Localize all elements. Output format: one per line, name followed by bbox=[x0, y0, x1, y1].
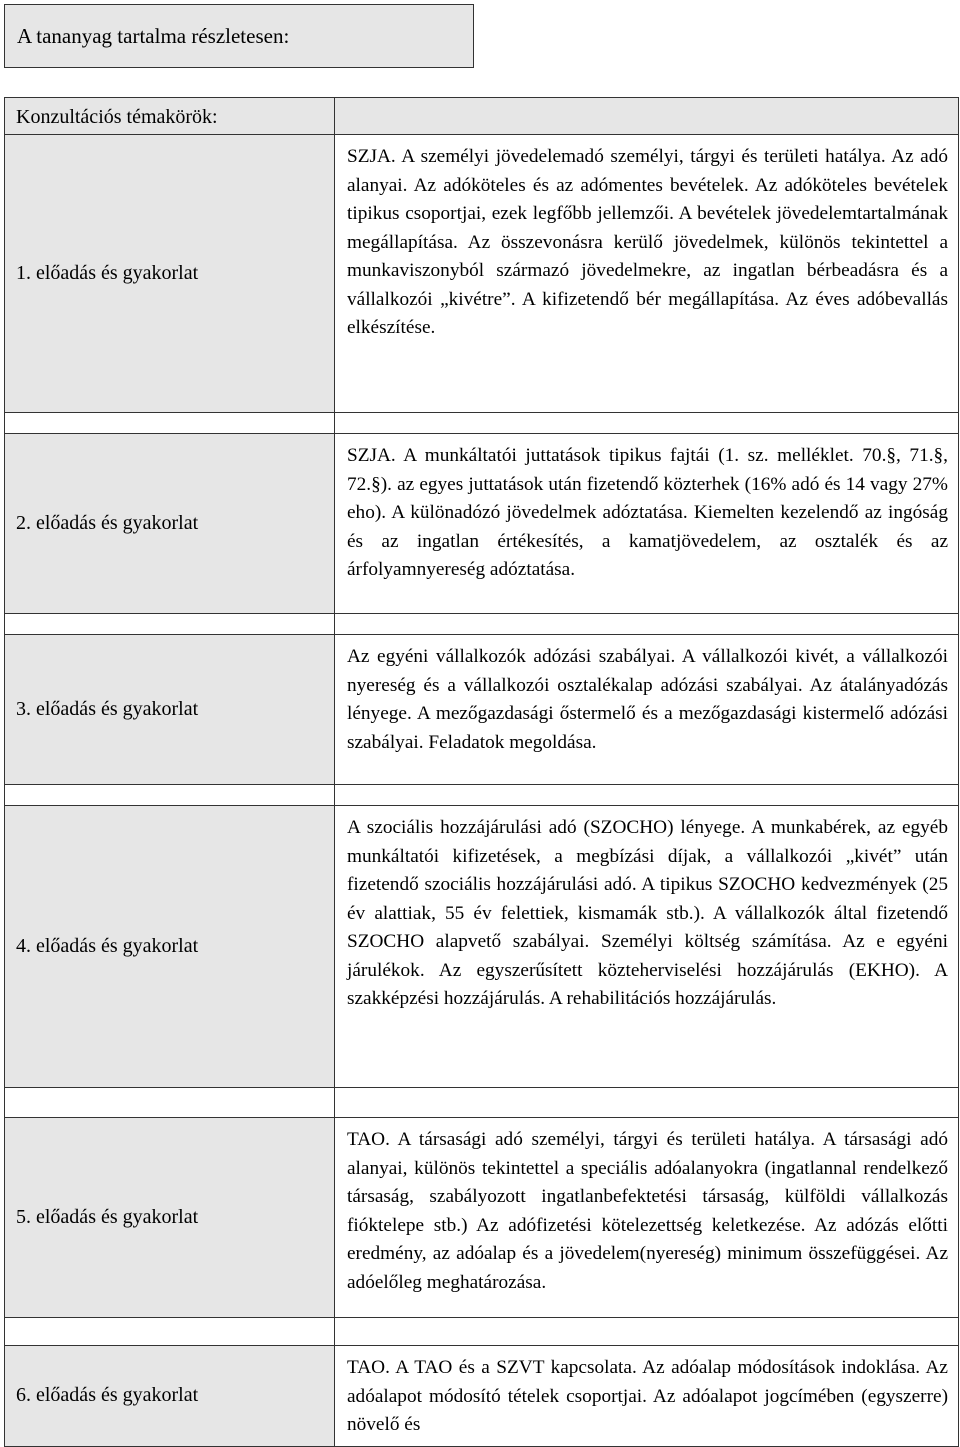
table-row bbox=[5, 135, 959, 413]
lecture-description: SZJA. A munkáltatói juttatások tipikus fajtái (1. sz. melléklet. 70.§, 71.§, 72.§). az egyes juttatások után fizetendő közterhek (16% adó és 14 vagy 27% eho). A különadózó jövedelmek adóztatása. Kiemelten kezelendő az ingóság és az ingatlan értékesítés, a kamatjövedelem, az osztalék és az árfolyamnyereség adóztatása. bbox=[347, 445, 948, 580]
spacer-cell bbox=[335, 1088, 959, 1118]
page-title-box bbox=[4, 4, 474, 68]
topics-header-label: Konzultációs témakörök: bbox=[16, 106, 218, 128]
lecture-description: TAO. A társasági adó személyi, tárgyi és területi hatálya. A társasági adó alanyai, különös tekintettel a speciális adóalanyokra (ingatlannal rendelkező társaság, szabályozott ingatlanbefektetési társaság, külföldi vállalkozás fióktelepe stb.) Az adófizetési kötelezettség keletkezése. Az adózás előtti eredmény, az adóalap és a jövedelem(nyereség) minimum összefüggései. Az adóelőleg meghatározása. bbox=[347, 1129, 948, 1293]
table-row bbox=[5, 1346, 959, 1447]
lecture-description-cell bbox=[335, 806, 959, 1088]
table-row bbox=[5, 434, 959, 614]
spacer-row bbox=[5, 785, 959, 806]
lecture-label-cell bbox=[5, 806, 335, 1088]
lecture-label-cell bbox=[5, 1346, 335, 1447]
lecture-description-cell bbox=[335, 1346, 959, 1447]
table-row bbox=[5, 806, 959, 1088]
spacer-cell bbox=[5, 614, 335, 635]
table-row bbox=[5, 635, 959, 785]
spacer-cell bbox=[5, 785, 335, 806]
page-title: A tananyag tartalma részletesen: bbox=[17, 23, 290, 48]
spacer-cell bbox=[5, 1088, 335, 1118]
lecture-label-cell bbox=[5, 434, 335, 614]
lecture-description-cell bbox=[335, 135, 959, 413]
spacer-cell bbox=[5, 413, 335, 434]
spacer-cell bbox=[335, 1318, 959, 1346]
lecture-label-cell bbox=[5, 135, 335, 413]
topics-table bbox=[4, 97, 959, 1447]
lecture-label-cell bbox=[5, 635, 335, 785]
lecture-label: 6. előadás és gyakorlat bbox=[16, 1384, 199, 1407]
lecture-label: 3. előadás és gyakorlat bbox=[16, 698, 199, 720]
lecture-description: SZJA. A személyi jövedelemadó személyi, tárgyi és területi hatálya. Az adó alanyai. Az adóköteles és az adómentes bevételek. Az adóköteles bevételek tipikus csoportjai, ezek legfőbb jellemzői. A bevételek jövedelemtartalmának megállapítása. Az összevonásra kerülő jövedelmek, különös tekintettel a munkaviszonyból származó jövedelmekre, az ingatlan bérbeadásra és a vállalkozói „kivétre”. A kifizetendő bér megállapítása. Az éves adóbevallás elkészítése. bbox=[347, 146, 948, 338]
lecture-description-cell bbox=[335, 635, 959, 785]
topics-header-empty-cell bbox=[335, 98, 959, 135]
lecture-label: 5. előadás és gyakorlat bbox=[16, 1206, 199, 1228]
lecture-description: A szociális hozzájárulási adó (SZOCHO) lényege. A munkabérek, az egyéb munkáltatói kifizetések, a megbízási díjak, a vállalkozói „kivét” után fizetendő szociális hozzájárulási adó. A tipikus SZOCHO kedvezmények (25 év alattiak, 55 év felettiek, kismamák stb.). A vállalkozók által fizetendő SZOCHO alapvető szabályai. Személyi költség számítása. Az e egyéni járulékok. Az egyszerűsített közteherviselési hozzájárulás (EKHO). A szakképzési hozzájárulás. A rehabilitációs hozzájárulás. bbox=[347, 817, 948, 1009]
spacer-cell bbox=[5, 1318, 335, 1346]
spacer-row bbox=[5, 1318, 959, 1346]
spacer-cell bbox=[335, 785, 959, 806]
lecture-description-cell bbox=[335, 1118, 959, 1318]
lecture-description: Az egyéni vállalkozók adózási szabályai. A vállalkozói kivét, a vállalkozói nyereség és a vállalkozói osztalékalap adózási szabályai. Az átalányadózás lényege. A mezőgazdasági őstermelő és a mezőgazdasági kistermelő adózási szabályai. Feladatok megoldása. bbox=[347, 646, 948, 753]
lecture-label: 1. előadás és gyakorlat bbox=[16, 262, 199, 284]
lecture-description-cell bbox=[335, 434, 959, 614]
table-header-row bbox=[5, 98, 959, 135]
spacer-row bbox=[5, 413, 959, 434]
lecture-label: 4. előadás és gyakorlat bbox=[16, 935, 199, 957]
spacer-cell bbox=[335, 614, 959, 635]
spacer-row bbox=[5, 614, 959, 635]
spacer-cell bbox=[335, 413, 959, 434]
lecture-label: 2. előadás és gyakorlat bbox=[16, 512, 199, 534]
table-row bbox=[5, 1118, 959, 1318]
spacer-row bbox=[5, 1088, 959, 1118]
topics-header-cell bbox=[5, 98, 335, 135]
lecture-description: TAO. A TAO és a SZVT kapcsolata. Az adóalap módosítások indoklása. Az adóalapot módosító tételek csoportjai. Az adóalapot jogcímében (egyszerre) növelő és bbox=[347, 1357, 948, 1435]
lecture-label-cell bbox=[5, 1118, 335, 1318]
